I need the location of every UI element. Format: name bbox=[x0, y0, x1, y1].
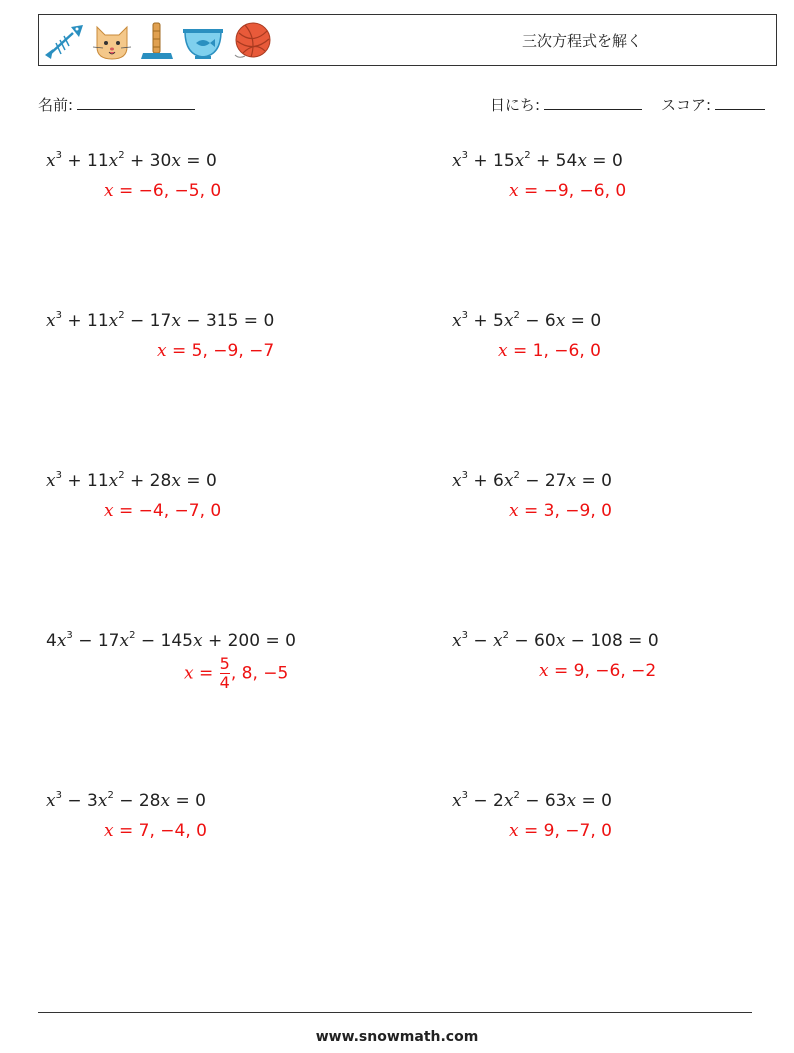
problem-answer: x = 3, −9, 0 bbox=[509, 501, 612, 521]
score-blank bbox=[715, 95, 765, 110]
problem-answer: x = −4, −7, 0 bbox=[104, 501, 222, 521]
score-label: スコア: bbox=[661, 96, 712, 114]
date-field bbox=[490, 94, 642, 115]
problem-equation: $x^3 + 15x^2 + 54x = 0$ bbox=[452, 150, 623, 171]
icon-row bbox=[43, 19, 275, 63]
fish-bowl-icon bbox=[181, 21, 225, 61]
fish-bone-icon bbox=[43, 21, 85, 61]
date-blank bbox=[544, 95, 642, 110]
fraction: $\frac{5}{4}$ bbox=[219, 654, 230, 692]
problem-answer: x = 1, −6, 0 bbox=[498, 341, 601, 361]
footer-site-link[interactable]: www.snowmath.com bbox=[315, 1029, 479, 1045]
problem-equation: $4x^3 - 17x^2 - 145x + 200 = 0$ bbox=[46, 630, 296, 651]
yarn-ball-icon bbox=[231, 21, 275, 61]
problem-answer: x = 7, −4, 0 bbox=[104, 821, 207, 841]
worksheet-title: 三次方程式を解く bbox=[522, 32, 643, 50]
problem-answer: x = 5, −9, −7 bbox=[157, 341, 275, 361]
problem-equation: $x^3 + 5x^2 - 6x = 0$ bbox=[452, 310, 602, 331]
problem-answer: x = −6, −5, 0 bbox=[104, 181, 222, 201]
footer-divider bbox=[38, 1012, 752, 1013]
problem-answer: x = −9, −6, 0 bbox=[509, 181, 627, 201]
score-field bbox=[661, 94, 765, 115]
date-label: 日にち: bbox=[490, 96, 541, 114]
cat-face-icon bbox=[91, 21, 133, 61]
problem-equation: $x^3 - 3x^2 - 28x = 0$ bbox=[46, 790, 206, 811]
problem-equation: $x^3 + 11x^2 + 30x = 0$ bbox=[46, 150, 217, 171]
problem-answer: x = $\frac{5}{4}$ , 8, −5 bbox=[184, 654, 289, 692]
name-field bbox=[38, 94, 195, 115]
problem-equation: $x^3 - 2x^2 - 63x = 0$ bbox=[452, 790, 612, 811]
problem-answer: x = 9, −7, 0 bbox=[509, 821, 612, 841]
problem-equation: $x^3 + 6x^2 - 27x = 0$ bbox=[452, 470, 612, 491]
name-blank bbox=[77, 95, 195, 110]
problem-equation: $x^3 - x^2 - 60x - 108 = 0$ bbox=[452, 630, 659, 651]
name-label: 名前: bbox=[38, 96, 74, 114]
header-box bbox=[38, 14, 777, 66]
problem-equation: $x^3 + 11x^2 + 28x = 0$ bbox=[46, 470, 217, 491]
problem-equation: $x^3 + 11x^2 - 17x - 315 = 0$ bbox=[46, 310, 275, 331]
problem-answer: x = 9, −6, −2 bbox=[539, 661, 657, 681]
cat-scratching-post-icon bbox=[139, 21, 175, 61]
